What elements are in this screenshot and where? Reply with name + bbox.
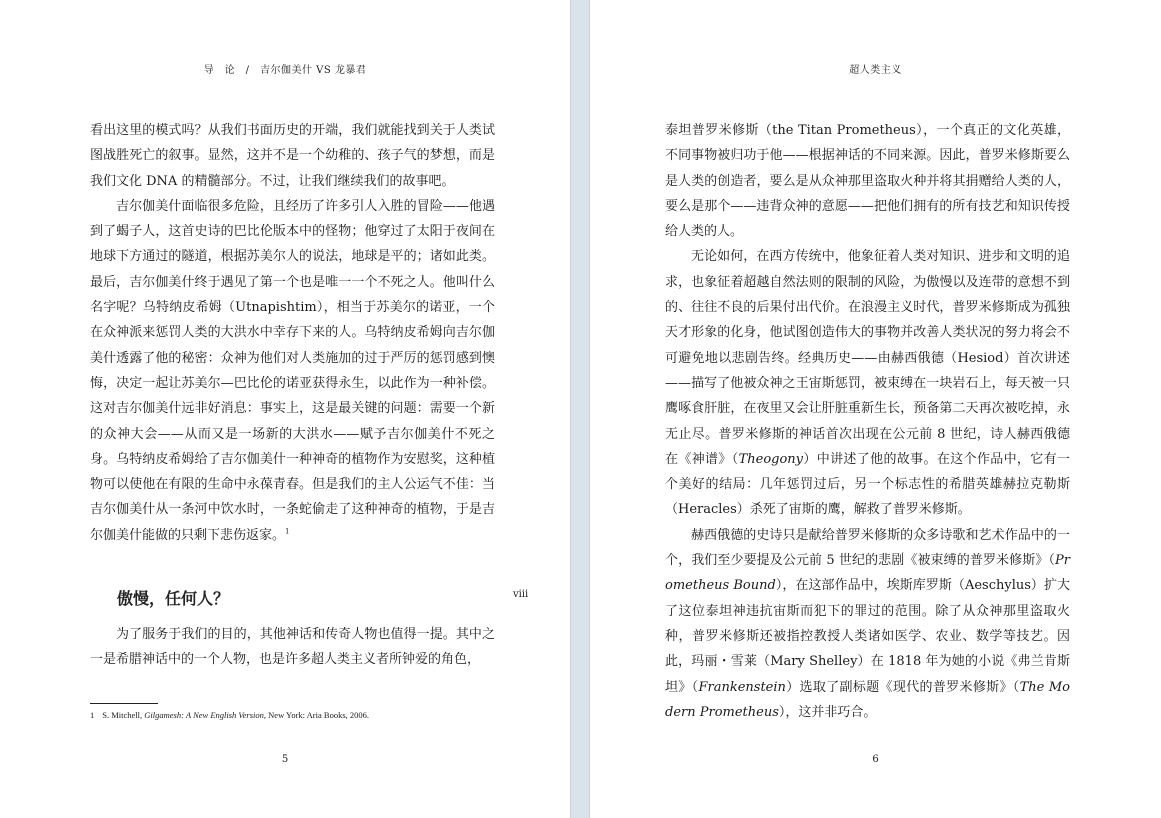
footnote-publisher: , New York: Aria Books, 2006.	[263, 710, 369, 720]
right-page	[589, 0, 1161, 818]
page-number-right: 6	[872, 754, 879, 765]
footnote-title: Gilgamesh: A New English Version	[144, 710, 264, 720]
left-page	[0, 0, 571, 818]
right-paragraph-2-a: 无论如何，在西方传统中，他象征着人类对知识、进步和文明的追求，也象征着超越自然法则的限制的风险，为傲慢以及连带的意想不到的、往往不良的后果付出代价。在浪漫主义时代，普罗米修斯成为孤独天才形象的化身，他试图创造伟大的事物并改善人类状况的努力将会不可避免地以悲剧告终。经典历史——由赫西俄德（Hesiod）首次讲述——描写了他被众神之王宙斯惩罚，被束缚在一块岩石上，每天被一只鹰啄食肝脏，在夜里又会让肝脏重新生长，预备第二天再次被吃掉，永无止尽。普罗米修斯的神话首次出现在公元前 8 世纪，诗人赫西俄德在《神谱》（	[665, 249, 1070, 467]
right-paragraph-3-d: ），这并非巧合。	[778, 704, 877, 720]
footnote-author: S. Mitchell,	[102, 710, 145, 720]
right-paragraph-3-b: ），在这部作品中，埃斯库罗斯（Aeschylus）扩大了这位泰坦神违抗宙斯而犯下的罪过的范围。除了从众神那里盗取火种，普罗米修斯还被指控教授人类诸如医学、农业、数学等技艺。因此，玛丽・雪莱（Mary Shelley）在 1818 年为她的小说《弗兰肯斯坦》（	[665, 578, 1071, 695]
right-body	[665, 118, 1070, 725]
running-head-left: 导 论 / 吉尔伽美什 VS 龙暴君	[203, 65, 367, 76]
section-heading: 傲慢，任何人？	[117, 589, 230, 608]
prometheus-bound-title: Prometheus Bound	[665, 553, 1070, 594]
right-paragraph-1: 泰坦普罗米修斯（the Titan Prometheus），一个真正的文化英雄，不同事物被归功于他——根据神话的不同来源。因此，普罗米修斯要么是人类的创造者，要么是从众神那里盗取火种并将其捐赠给人类的人，要么是那个——违背众神的意愿——把他们拥有的所有技艺和知识传授给人类的人。	[665, 123, 1070, 240]
right-paragraph-2-b: ）中讲述了他的故事。在这个作品中，它有一个美好的结局：几年惩罚过后，另一个标志性的希腊英雄赫拉克勒斯（Heracles）杀死了宙斯的鹰，解救了普罗米修斯。	[665, 451, 1070, 518]
right-paragraph-3-a: 赫西俄德的史诗只是献给普罗米修斯的众多诗歌和艺术作品中的一个，我们至少要提及公元前 5 世纪的悲剧《被束缚的普罗米修斯》（	[665, 527, 1070, 569]
left-paragraph-2-text: 吉尔伽美什面临很多危险，且经历了许多引人入胜的冒险——他遇到了蝎子人，这首史诗的巴比伦版本中的怪物；他穿过了太阳于夜间在地球下方通过的隧道，根据苏美尔人的说法，地球是平的；诸如此类。最后，吉尔伽美什终于遇见了第一个也是唯一一个不死之人。他叫什么名字呢？乌特纳皮希姆（Utnapishtim），相当于苏美尔的诺亚，一个在众神派来惩罚人类的大洪水中幸存下来的人。乌特纳皮希姆向吉尔伽美什透露了他的秘密：众神为他们对人类施加的过于严厉的惩罚感到懊悔，决定一起让苏美尔—巴比伦的诺亚获得永生，以此作为一种补偿。这对吉尔伽美什远非好消息：事实上，这是最关键的问题：需要一个新的众神大会——从而又是一场新的大洪水——赋予吉尔伽美什不死之身。乌特纳皮希姆给了吉尔伽美什一种神奇的植物作为安慰奖，这种植物可以使他在有限的生命中永葆青春。但是我们的主人公运气不佳：当吉尔伽美什从一条河中饮水时，一条蛇偷走了这种神奇的植物，于是吉尔伽美什能做的只剩下悲伤返家。	[90, 198, 495, 543]
frankenstein-title: Frankenstein	[698, 679, 786, 695]
left-paragraph-1: 看出这里的模式吗？从我们书面历史的开端，我们就能找到关于人类试图战胜死亡的叙事。显然，这并不是一个幼稚的、孩子气的梦想，而是我们文化 DNA 的精髓部分。不过，让我们继续我们的故事吧。	[90, 123, 495, 189]
footnote-rule	[90, 703, 158, 704]
right-paragraph-2	[665, 244, 1070, 522]
page-number-left: 5	[281, 754, 289, 765]
footnote-ref[interactable]: 1	[285, 527, 290, 536]
margin-page-number: viii	[513, 589, 529, 600]
right-paragraph-3-c: ）选取了副标题《现代的普罗米修斯》（	[785, 679, 1020, 695]
left-paragraph-3: 为了服务于我们的目的，其他神话和传奇人物也值得一提。其中之一是希腊神话中的一个人物，也是许多超人类主义者所钟爱的角色，	[90, 627, 495, 668]
running-head-right: 超人类主义	[849, 65, 902, 76]
right-paragraph-3	[665, 523, 1070, 725]
left-body-after-heading	[90, 622, 495, 673]
modern-prometheus-title: The Modern Prometheus	[665, 679, 1070, 720]
left-paragraph-2	[90, 194, 495, 548]
left-body	[90, 118, 495, 548]
theogony-title: Theogony	[738, 451, 804, 467]
footnote	[90, 709, 510, 721]
footnote-number: 1	[90, 710, 95, 720]
